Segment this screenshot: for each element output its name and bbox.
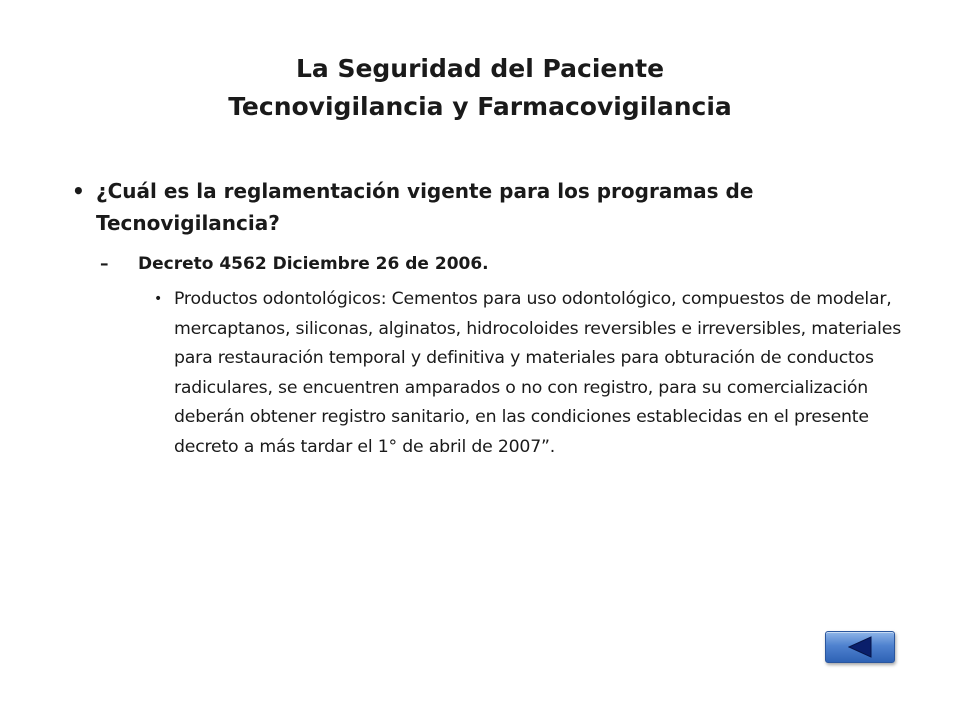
bullet-marker: • bbox=[72, 179, 85, 203]
title-line-1: La Seguridad del Paciente bbox=[295, 54, 665, 83]
bullet-text: Productos odontológicos: Cementos para uso odontológico, compuestos de modelar, mercaptanos, siliconas, alginatos, hidrocoloides reversibles e irreversibles, materiales para restauración temporal y definitiva y materiales para obturación de conductos radiculares, se encuentren amparados o no con registro, para su comercialización deberán obtener registro sanitario, en las condiciones establecidas en el presente decreto a más tardar el 1° de abril de 2007”. bbox=[174, 289, 901, 457]
bullet-level-3 bbox=[72, 285, 912, 462]
bullet-marker: • bbox=[154, 291, 163, 307]
left-arrow-icon bbox=[848, 636, 872, 658]
dash-marker: – bbox=[100, 254, 109, 274]
slide-title bbox=[0, 50, 960, 126]
back-button[interactable] bbox=[825, 631, 895, 663]
bullet-text: Decreto 4562 Diciembre 26 de 2006. bbox=[138, 254, 489, 274]
bullet-text: ¿Cuál es la reglamentación vigente para los programas de Tecnovigilancia? bbox=[96, 179, 754, 235]
bullet-level-2 bbox=[72, 249, 912, 279]
bullet-level-1 bbox=[72, 175, 912, 239]
slide-content bbox=[72, 175, 912, 462]
title-line-2: Tecnovigilancia y Farmacovigilancia bbox=[228, 92, 732, 121]
